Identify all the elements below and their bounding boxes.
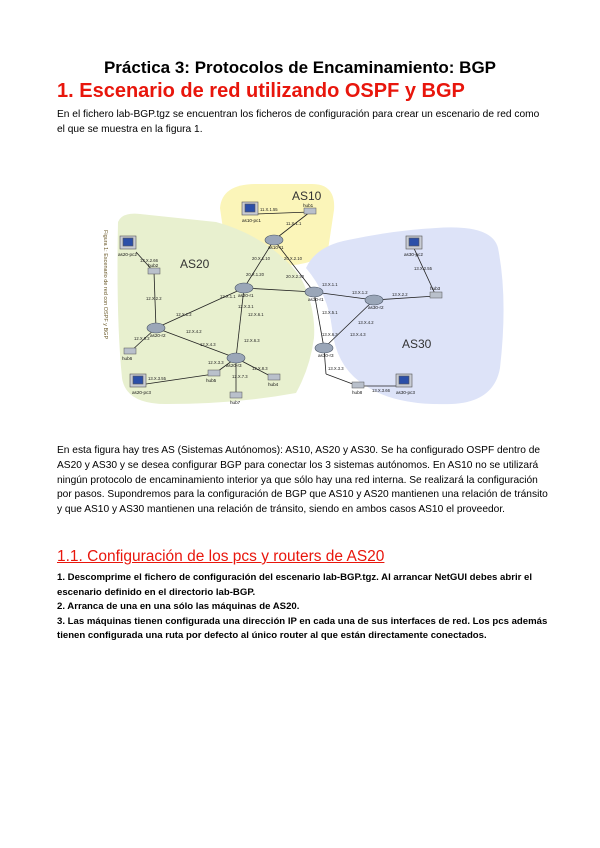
node-label: as30-r1 [308, 297, 324, 302]
link-label: 20.X.1.20 [246, 272, 264, 277]
link-label: 13.X.6.3 [322, 332, 338, 337]
figure-caption: Figura 1: Escenario de red con OSPF y BGP [102, 230, 108, 340]
node-label: as20-r3 [226, 363, 242, 368]
link-label: 12.X.1.2 [176, 312, 192, 317]
description-paragraph: En esta figura hay tres AS (Sistemas Autónomos): AS10, AS20 y AS30. Se ha configurado OSPF dentro de AS20 y AS30 y se desea configurar BGP para conectar los 3 sistemas autónomos. En AS10 no se utilizará ningún protocolo de encaminamiento interior ya que sólo hay una red interna. Se realizará la configuración por pasos. Supondremos para la configuración de BGP que AS10 y AS20 mantienen una relación de tránsito y que AS10 y AS30 mantienen una relación de tránsito, siendo en ambos casos AS10 el proveedor. [57, 445, 548, 516]
link-label: 12.X.6.3 [244, 338, 260, 343]
link-label: 13.X.3.66 [372, 388, 390, 393]
node-label: hub3 [430, 286, 441, 291]
node-label: hub4 [268, 382, 279, 387]
link-label: 12.X.3.1 [238, 304, 254, 309]
node-label: as20-r2 [150, 333, 166, 338]
link-label: 13.X.3.55 [148, 376, 166, 381]
link-label: 13.X.5.1 [322, 310, 338, 315]
link-label: 12.X.3.3 [208, 360, 224, 365]
step-item: 3. Las máquinas tienen configurada una dirección IP en cada una de sus interfaces de red. Los pcs además tienen configurada una ruta por defecto al único router al que están directamente conectados. [57, 615, 548, 642]
link-label: 13.X.2.2 [392, 292, 408, 297]
step-item: 2. Arranca de una en una sólo las máquinas de AS20. [57, 601, 300, 613]
link-label: 20.X.2.30 [286, 274, 304, 279]
node-label: hub5 [206, 378, 217, 383]
section-heading-1: 1. Escenario de red utilizando OSPF y BGP [57, 80, 465, 102]
node-label: as30-r2 [368, 305, 384, 310]
link-label: 13.X.2.66 [140, 258, 158, 263]
as10-label: AS10 [292, 189, 322, 203]
link-label: 12.X.1.1 [220, 294, 236, 299]
link-label: 13.X.4.2 [358, 320, 374, 325]
link-label: 13.X.3.3 [328, 366, 344, 371]
link-label: 12.X.2.2 [146, 296, 162, 301]
link-label: 12.X.0.2 [134, 336, 150, 341]
link-label: 20.X.2.10 [284, 256, 302, 261]
node-label: as20-r1 [238, 293, 254, 298]
node-label: hub2 [148, 263, 159, 268]
node-label: as10-r1 [268, 245, 284, 250]
node-label: as20-pc3 [132, 390, 151, 395]
link-label: 20.X.1.10 [252, 256, 270, 261]
as30-label: AS30 [402, 337, 432, 351]
link-label: 11.X.1.1 [286, 221, 302, 226]
link-label: 13.X.1.1 [322, 282, 338, 287]
node-label: as20-pc2 [118, 252, 137, 257]
intro-paragraph: En el fichero lab-BGP.tgz se encuentran los ficheros de configuración para crear un escenario de red como el que se muestra en la figura 1. [57, 109, 540, 135]
link-label: 13.X.2.55 [414, 266, 432, 271]
as20-label: AS20 [180, 257, 210, 271]
network-figure [96, 178, 510, 410]
node-label: as10-pc1 [242, 218, 261, 223]
node-label: as30-pc2 [404, 252, 423, 257]
link-label: 13.X.4.3 [350, 332, 366, 337]
step-item: 1. Descomprime el fichero de configuración del escenario lab-BGP.tgz. Al arrancar NetGUI debes abrir el escenario definido en el directorio lab-BGP. [57, 572, 533, 598]
node-label: hub1 [303, 203, 314, 208]
link-label: 12.X.4.2 [186, 329, 202, 334]
link-label: 12.X.6.1 [248, 312, 264, 317]
link-label: 11.X.1.55 [260, 207, 278, 212]
node-label: hub7 [230, 400, 241, 405]
section-heading-1-1: 1.1. Configuración de los pcs y routers de AS20 [57, 548, 385, 565]
link-label: 13.X.1.2 [352, 290, 368, 295]
node-label: hub6 [122, 356, 133, 361]
node-label: hub8 [352, 390, 363, 395]
link-label: 12.X.8.3 [252, 366, 268, 371]
link-label: 12.X.4.3 [200, 342, 216, 347]
link-label: 12.X.7.3 [232, 374, 248, 379]
node-label: as30-pc3 [396, 390, 415, 395]
steps-list [57, 571, 549, 644]
document-title: Práctica 3: Protocolos de Encaminamiento: BGP [103, 58, 497, 77]
node-label: as30-r3 [318, 353, 334, 358]
